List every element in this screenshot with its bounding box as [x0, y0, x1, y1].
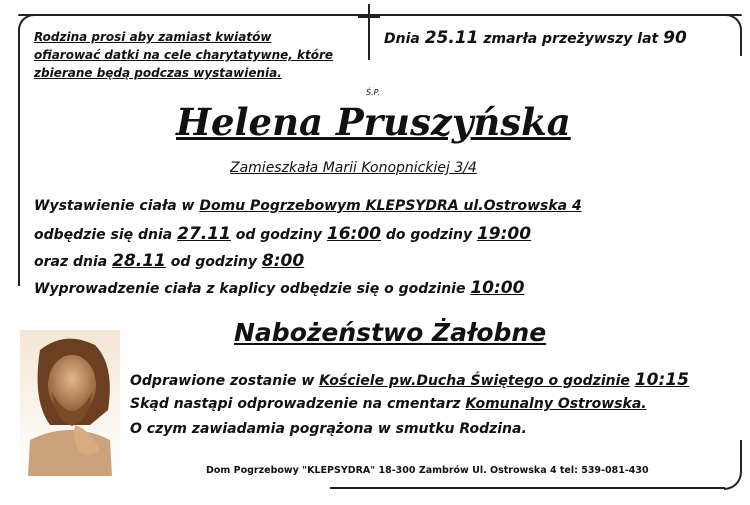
viewing-place: Domu Pogrzebowym KLEPSYDRA ul.Ostrowska 4: [199, 198, 582, 214]
donation-line-2: ofiarować datki na cele charytatywne, które: [34, 48, 334, 62]
viewing-l3-a: oraz dnia: [34, 254, 108, 270]
frame-top-border: [18, 14, 742, 16]
procession-time: 10:00: [470, 278, 525, 298]
mass-time: 10:15: [634, 370, 689, 390]
viewing-l4-a: Wyprowadzenie ciała z kaplicy odbędzie się o godzinie: [34, 281, 466, 297]
viewing-line-3: [34, 251, 304, 271]
cross-icon: [368, 4, 370, 60]
mass-l1-a: Odprawione zostanie w: [130, 373, 315, 389]
frame-bottom-border: [330, 487, 725, 489]
deceased-address: Zamieszkała Marii Konopnickiej 3/4: [230, 160, 477, 176]
donation-line-1: Rodzina prosi aby zamiast kwiatów: [34, 30, 272, 44]
viewing-time-from: 16:00: [326, 224, 381, 244]
death-prefix: Dnia: [384, 31, 420, 47]
cemetery-name: Komunalny Ostrowska.: [465, 396, 647, 412]
mass-line-2: [130, 396, 647, 412]
viewing-l2-b: od godziny: [235, 227, 322, 243]
donation-note: [34, 28, 364, 82]
family-notice: O czym zawiadamia pogrążona w smutku Rodzina.: [130, 421, 527, 437]
sp-label: Ś.P.: [366, 88, 380, 97]
viewing-date-2: 28.11: [112, 251, 166, 271]
donation-line-3: zbierane będą podczas wystawienia.: [34, 66, 282, 80]
footer-contact: Dom Pogrzebowy "KLEPSYDRA" 18-300 Zambrów Ul. Ostrowska 4 tel: 539-081-430: [206, 465, 649, 476]
praying-jesus-portrait: [20, 330, 120, 476]
frame-left-border: [18, 14, 34, 286]
viewing-line-4: [34, 278, 524, 298]
viewing-l3-b: od godziny: [170, 254, 257, 270]
viewing-line-1: [34, 198, 582, 214]
frame-bottom-right-corner: [724, 440, 742, 490]
death-middle: zmarła przeżywszy lat: [483, 31, 659, 47]
death-age: 90: [663, 28, 687, 48]
mass-l2-a: Skąd nastąpi odprowadzenie na cmentarz: [130, 396, 461, 412]
mass-place: Kościele pw.Ducha Świętego o godzinie: [319, 373, 630, 389]
death-notice: [384, 28, 687, 48]
viewing-l2-a: odbędzie się dnia: [34, 227, 173, 243]
frame-right-corner: [726, 14, 742, 56]
viewing-time-to: 19:00: [476, 224, 532, 244]
mass-line-3: [130, 421, 527, 437]
deceased-name: Helena Pruszyńska: [176, 100, 571, 144]
viewing-date-1: 27.11: [177, 224, 231, 244]
mass-line-1: [130, 370, 689, 390]
cross-icon-bar: [358, 16, 380, 18]
viewing-l2-c: do godziny: [385, 227, 473, 243]
mass-title: Nabożeństwo Żałobne: [234, 318, 547, 347]
viewing-l1-prefix: Wystawienie ciała w: [34, 198, 195, 214]
death-date: 25.11: [424, 28, 479, 48]
viewing-line-2: [34, 224, 531, 244]
viewing-time-2: 8:00: [261, 251, 305, 271]
